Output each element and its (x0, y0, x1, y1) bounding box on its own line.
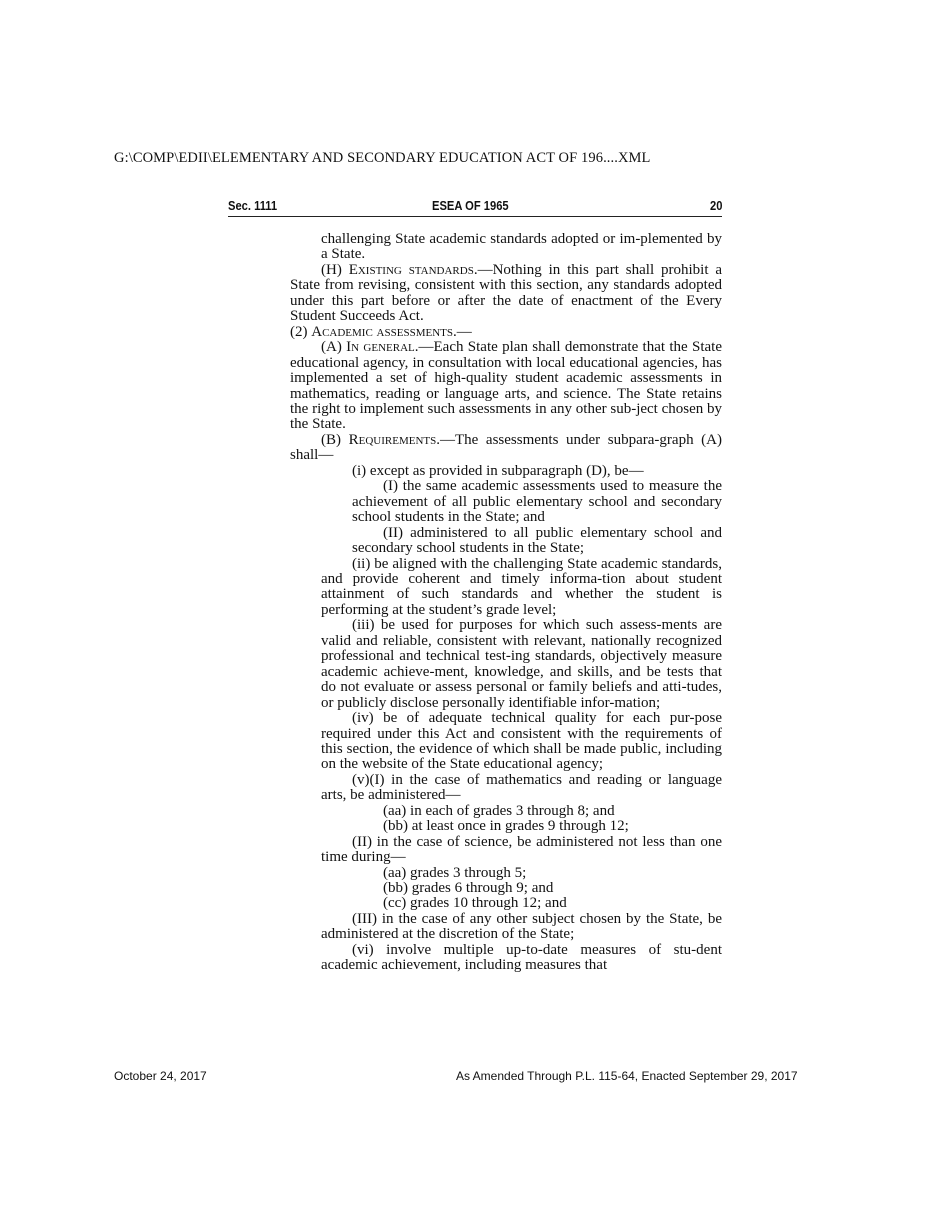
running-head (228, 198, 722, 217)
statute-text (290, 232, 722, 974)
clause-iv: (iv) be of adequate technical quality for each pur-pose required under this Act and consistent with the requirements of this section, the evidence of which shall be made public, including on the website of the State educational agency; (321, 710, 722, 773)
heading-requirements: Requirements (348, 431, 437, 448)
page-number: 20 (709, 198, 722, 213)
item-v-I-aa: (aa) in each of grades 3 through 8; and (383, 802, 615, 819)
item-v-II-cc: (cc) grades 10 through 12; and (383, 895, 567, 912)
clause-i: (i) except as provided in subparagraph (D), be— (352, 462, 644, 479)
clause-iii: (iii) be used for purposes for which such assess-ments are valid and reliable, consistent with relevant, nationally recognized professional and technical test-ing standards, objectively measure academic achieve-ment, knowledge, and skills, and be tests that do not evaluate or assess personal or family beliefs and atti-tudes, or publicly disclose personally identifiable infor-mation; (321, 617, 722, 711)
clause-v-II: (II) in the case of science, be administered not less than one time during— (321, 833, 722, 866)
paragraph-a: (A) In general.—Each State plan shall demonstrate that the State educational agency, in consultation with local educational agencies, has implemented a set of high-quality student academic assessments in mathematics, reading or language arts, and science. The State retains the right to implement such assessments in any other sub-ject chosen by the State. (290, 339, 723, 433)
subclause-i-I: (I) the same academic assessments used to measure the achievement of all public elementary school and secondary school students in the State; and (352, 478, 722, 526)
paragraph-h: (H) Existing standards.—Nothing in this part shall prohibit a State from revising, consistent with this section, any standards adopted under this part before or after the date of enactment of the Every Student Succeeds Act. (290, 261, 722, 325)
clause-vi: (vi) involve multiple up-to-date measures of stu-dent academic achievement, including measures that (321, 941, 722, 974)
subclause-i-II: (II) administered to all public elementary school and secondary school students in the State; (352, 524, 722, 557)
paragraph-challenging: challenging State academic standards adopted or im-plemented by a State. (321, 231, 722, 263)
clause-v-III: (III) in the case of any other subject chosen by the State, be administered at the discretion of the State; (321, 910, 722, 943)
item-v-II-aa: (aa) grades 3 through 5; (383, 864, 527, 881)
paragraph-2: (2) Academic assessments.— (290, 323, 472, 340)
footer-amended: As Amended Through P.L. 115-64, Enacted September 29, 2017 (456, 1069, 798, 1083)
heading-in-general: In general (346, 339, 415, 356)
clause-ii: (ii) be aligned with the challenging State academic standards, and provide coherent and timely informa-tion about student attainment of such standards and whether the student is performing at the student’s grade level; (321, 555, 722, 618)
paragraph-b: (B) Requirements.—The assessments under subpara-graph (A) shall— (290, 431, 722, 464)
item-v-I-bb: (bb) at least once in grades 9 through 12; (383, 818, 629, 835)
file-path: G:\COMP\EDII\ELEMENTARY AND SECONDARY EDUCATION ACT OF 196....XML (114, 150, 651, 166)
clause-v-I: (v)(I) in the case of mathematics and reading or language arts, be administered— (321, 771, 722, 804)
heading-existing-standards: Existing standards (348, 261, 474, 278)
section-number: Sec. 1111 (228, 198, 278, 213)
footer-date: October 24, 2017 (114, 1069, 207, 1083)
item-v-II-bb: (bb) grades 6 through 9; and (383, 880, 554, 897)
heading-academic-assessments: Academic assessments (311, 323, 453, 340)
act-title: ESEA OF 1965 (432, 198, 509, 213)
